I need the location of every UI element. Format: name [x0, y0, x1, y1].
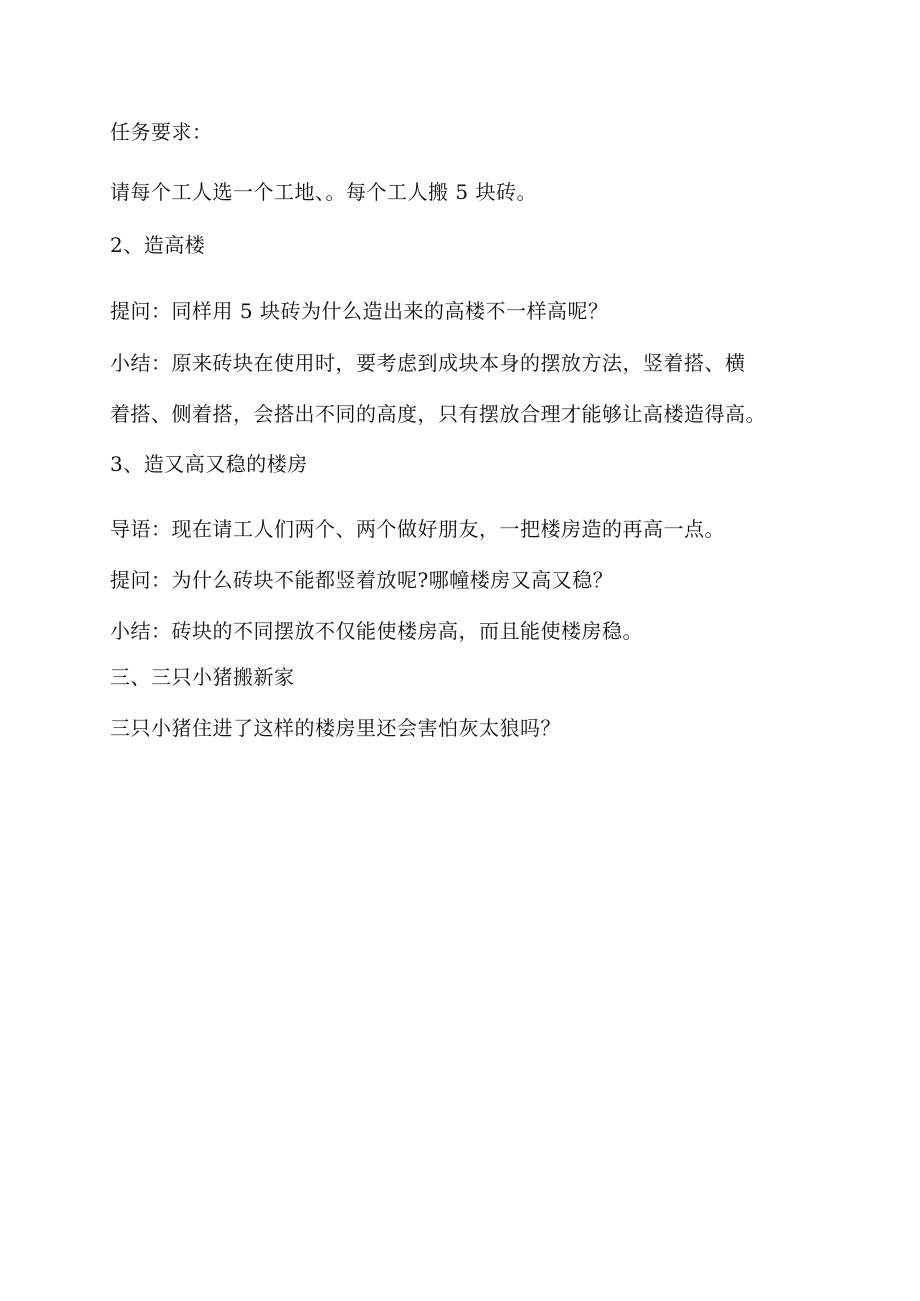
question-text-2: 提问：为什么砖块不能都竖着放呢?哪幢楼房又高又稳？: [110, 568, 614, 592]
task-requirements-heading: 任务要求：: [110, 120, 213, 144]
guide-text: 导语：现在请工人们两个、两个做好朋友，一把楼房造的再高一点。: [110, 517, 725, 541]
task-instruction-text: 请每个工人选一个工地、。每个工人搬 5 块砖。: [110, 180, 537, 204]
section-3-heading: 3、造又高又稳的楼房: [110, 452, 308, 476]
closing-question-text: 三只小猪住进了这样的楼房里还会害怕灰太狼吗？: [110, 716, 561, 740]
section-three-heading: 三、三只小猪搬新家: [110, 665, 295, 689]
summary-text-line-1: 小结：原来砖块在使用时，要考虑到成块本身的摆放方法，竖着搭、横: [110, 351, 746, 375]
summary-text-line-2: 着搭、侧着搭，会搭出不同的高度，只有摆放合理才能够让高楼造得高。: [110, 402, 766, 426]
summary-text-2: 小结：砖块的不同摆放不仅能使楼房高，而且能使楼房稳。: [110, 619, 643, 643]
question-text: 提问：同样用 5 块砖为什么造出来的高楼不一样高呢？: [110, 299, 609, 323]
section-2-heading: 2、造高楼: [110, 233, 206, 257]
